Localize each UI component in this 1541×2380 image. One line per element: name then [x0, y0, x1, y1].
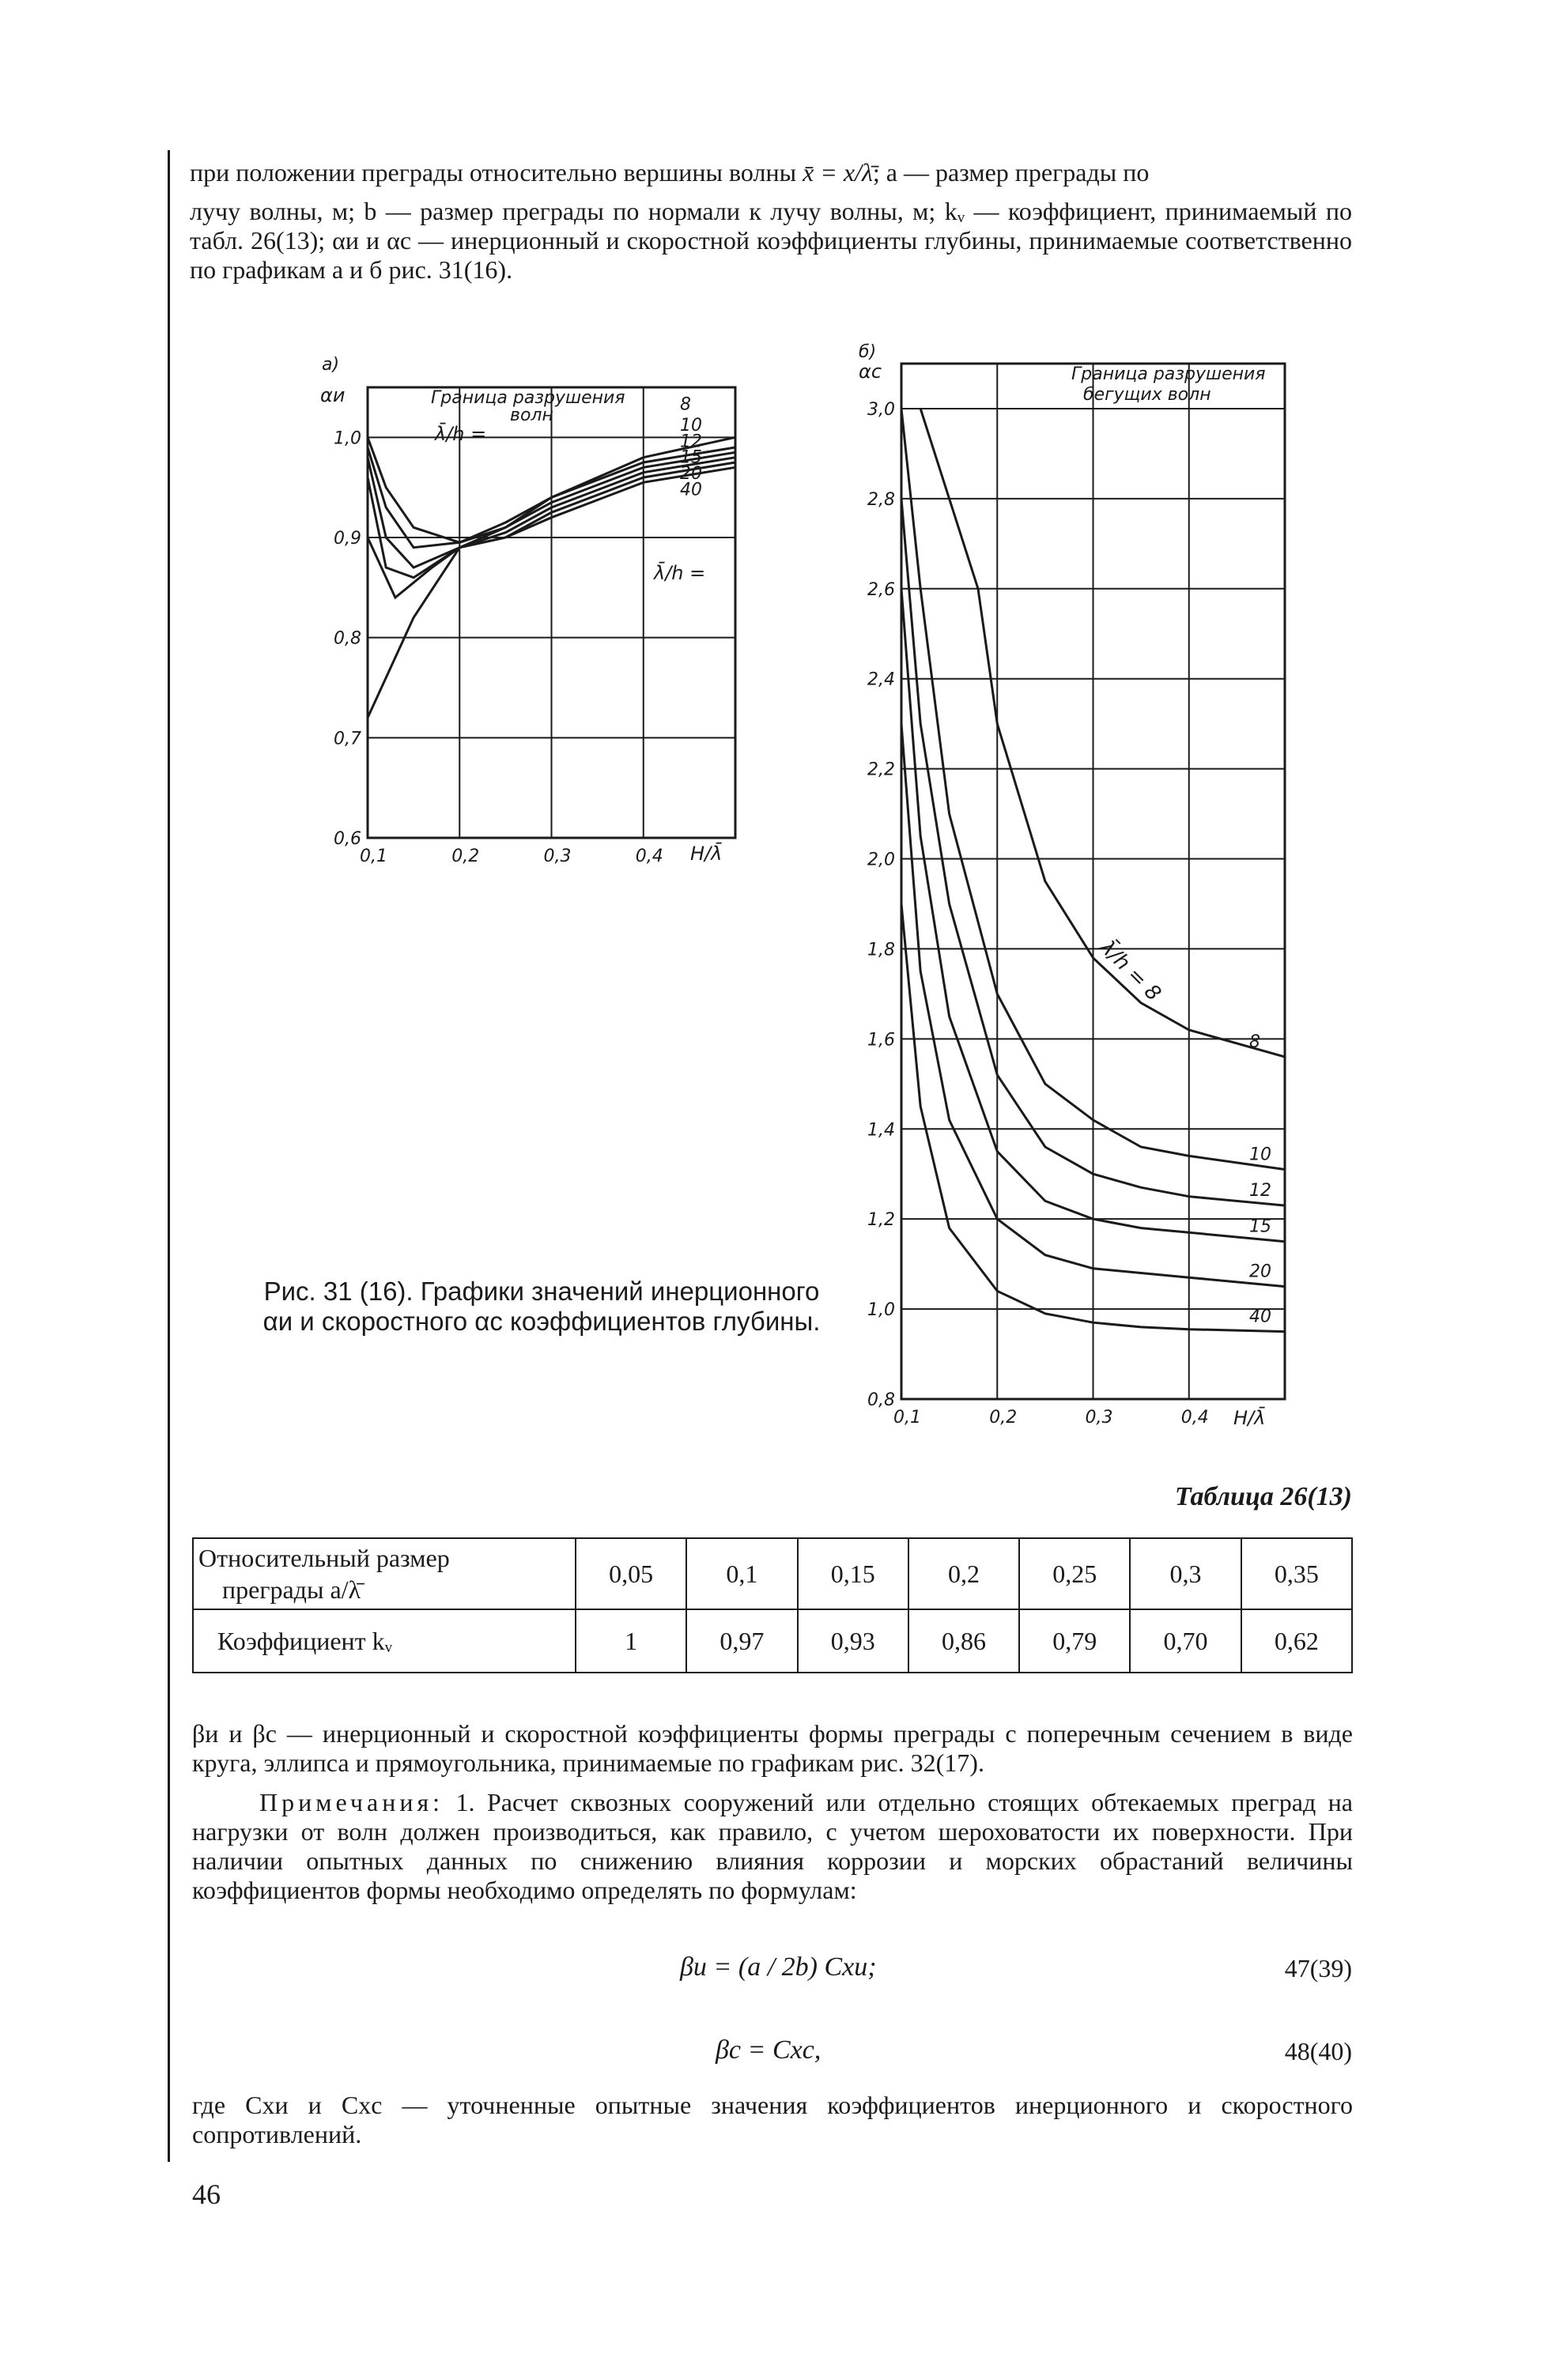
notes-paragraph [192, 1788, 1353, 1905]
closing-paragraph: где Cxи и Cxс — уточненные опытные значения коэффициентов инерционного и скоростного сопротивлений. [192, 2091, 1353, 2148]
series-label-10: 10 [680, 416, 702, 436]
table-cell: 1 [576, 1609, 686, 1673]
series-label-40: 40 [1249, 1307, 1271, 1327]
chart-b-y-label: αс [859, 360, 882, 383]
chart-b-panel-label: б) [859, 342, 877, 362]
x-tick-label: 0,1 [360, 847, 387, 866]
figure-caption: Рис. 31 (16). Графики значений инерционного αи и скоростного αс коэффициентов глубины. [262, 1277, 821, 1336]
formula-47: βи = (a / 2b) Cxи; [680, 1952, 877, 1982]
x-tick-label: 0,3 [1085, 1408, 1113, 1428]
y-tick-label: 0,8 [867, 1390, 895, 1410]
chart-b-ratio-label: λ̄/h = 8 [1095, 935, 1165, 1006]
x-tick-label: 0,4 [1180, 1408, 1209, 1428]
table-cell: 0,97 [686, 1609, 797, 1673]
chart-b-grid [901, 364, 1285, 1399]
notes-label: Примечания: [259, 1788, 444, 1816]
series-label-10: 10 [1249, 1145, 1271, 1165]
table-cell: 0,05 [576, 1538, 686, 1609]
table-cell: 0,93 [798, 1609, 908, 1673]
table-cell: 0,86 [908, 1609, 1019, 1673]
table-cell: 0,3 [1130, 1538, 1241, 1609]
y-tick-label: 0,6 [334, 829, 361, 849]
y-tick-label: 0,9 [334, 529, 361, 549]
coefficient-table [192, 1537, 1353, 1673]
y-tick-label: 2,0 [867, 850, 895, 870]
table-cell: 0,70 [1130, 1609, 1241, 1673]
table-cell: 0,35 [1241, 1538, 1352, 1609]
chart-a-y-label: αи [320, 384, 346, 406]
y-tick-label: 1,6 [867, 1030, 895, 1050]
table-header-coef: Коэффициент kᵥ [193, 1609, 576, 1673]
series-label-15: 15 [680, 447, 702, 468]
formula-47-number: 47(39) [1284, 1954, 1352, 1982]
chart-a-x-label: H/λ̄ [690, 843, 723, 865]
chart-b-boundary-label: Граница разрушения [1071, 364, 1266, 384]
series-label-8: 8 [1249, 1032, 1260, 1053]
beta-paragraph: βи и βс — инерционный и скоростной коэффициенты формы преграды с поперечным сечением в виде круга, эллипса и прямоугольника, принимаемые по графикам рис. 32(17). [192, 1719, 1353, 1777]
intro-line-1: при положении преграды относительно вершины волны x̄ = x/λ̄; a — размер преграды по [190, 158, 1150, 187]
series-label-15: 15 [1249, 1216, 1271, 1237]
chart-b-boundary-label-2: бегущих волн [1083, 385, 1211, 405]
chart-a [312, 348, 743, 901]
y-tick-label: 3,0 [867, 399, 895, 420]
formula-48: βс = Cxс, [716, 2035, 821, 2065]
y-tick-label: 2,8 [867, 489, 895, 510]
y-tick-label: 1,8 [867, 940, 895, 960]
chart-a-ratio-label: λ̄/h = [435, 423, 487, 445]
series-label-40: 40 [680, 480, 702, 500]
intro-formula: x̄ = x/λ̄ [803, 158, 873, 187]
series-label-8: 8 [680, 394, 691, 415]
table-cell: 0,62 [1241, 1609, 1352, 1673]
intro-paragraph [190, 158, 1352, 285]
y-tick-label: 2,4 [867, 669, 895, 690]
table-cell: 0,79 [1019, 1609, 1130, 1673]
x-tick-label: 0,4 [635, 847, 663, 866]
y-tick-label: 1,4 [867, 1120, 895, 1141]
table-cell: 0,15 [798, 1538, 908, 1609]
chart-b-x-label: H/λ̄ [1233, 1407, 1266, 1429]
x-tick-label: 0,3 [543, 847, 572, 866]
margin-rule [168, 150, 170, 2162]
y-tick-label: 0,7 [334, 729, 361, 749]
chart-a-panel-label: а) [322, 355, 340, 375]
y-tick-label: 1,0 [867, 1300, 895, 1321]
series-label-20: 20 [1249, 1262, 1271, 1282]
table-cell: 0,2 [908, 1538, 1019, 1609]
table-row-size [193, 1538, 1352, 1609]
chart-b [854, 340, 1293, 1446]
y-tick-label: 2,6 [867, 579, 895, 600]
table-cell: 0,25 [1019, 1538, 1130, 1609]
formula-48-number: 48(40) [1284, 2037, 1352, 2065]
notes-text: 1. Расчет сквозных сооружений или отдельно стоящих обтекаемых преград на нагрузки от волн должен производиться, как правило, с учетом шероховатости их поверхности. При наличии опытных данных по снижению влияния коррозии и морских обрастаний величины коэффициентов формы необходимо определять по формулам: [192, 1788, 1353, 1904]
y-tick-label: 2,2 [867, 760, 895, 780]
table-cell: 0,1 [686, 1538, 797, 1609]
x-tick-label: 0,1 [893, 1408, 921, 1428]
intro-rest: лучу волны, м; b — размер преграды по нормали к лучу волны, м; kᵥ — коэффициент, принимаемый по табл. 26(13); αи и αс — инерционный и скоростной коэффициенты глубины, принимаемые соответственно по графикам а и б рис. 31(16). [190, 197, 1352, 284]
series-label-20: 20 [680, 464, 702, 484]
chart-a-ratio-label-right: λ̄/h = [654, 562, 706, 584]
page-number: 46 [192, 2178, 221, 2210]
chart-a-boundary-label: Граница разрушения [431, 388, 625, 408]
y-tick-label: 0,8 [334, 628, 361, 649]
x-tick-label: 0,2 [989, 1408, 1018, 1428]
series-label-12: 12 [1249, 1181, 1271, 1201]
table-row-coef [193, 1609, 1352, 1673]
table-header-size: Относительный размер преграды a/λ̄ [193, 1538, 576, 1609]
chart-a-boundary-label-2: волн [510, 405, 553, 425]
y-tick-label: 1,2 [867, 1210, 895, 1231]
table-title: Таблица 26(13) [1174, 1482, 1352, 1511]
series-label-12: 12 [680, 432, 702, 452]
x-tick-label: 0,2 [451, 847, 480, 866]
y-tick-label: 1,0 [334, 428, 361, 449]
